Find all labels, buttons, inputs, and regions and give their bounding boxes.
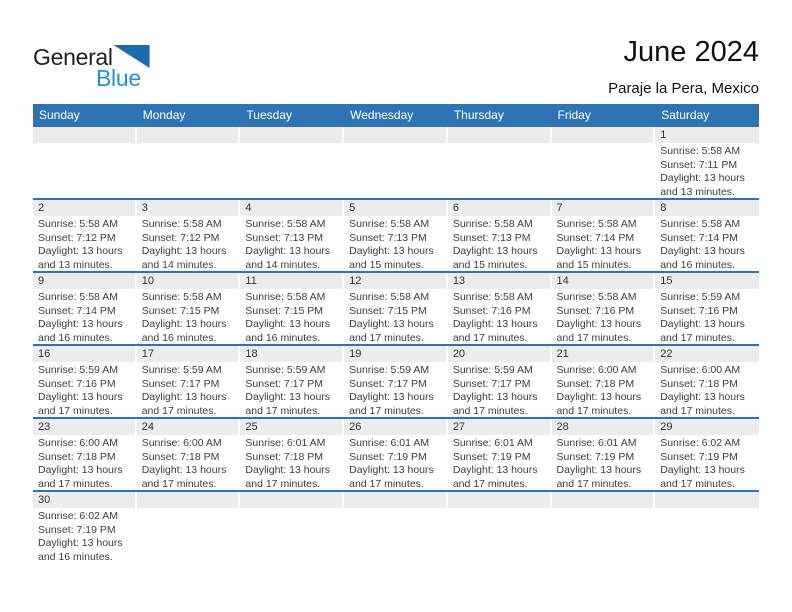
- calendar-day-cell: [240, 346, 344, 417]
- calendar-empty-cell: [552, 492, 656, 565]
- daylight-text-line1: Daylight: 13 hours: [141, 318, 227, 330]
- calendar-week-row: [33, 346, 759, 419]
- daylight-text-line1: Daylight: 13 hours: [245, 464, 331, 476]
- daylight-text-line2: and 17 minutes.: [556, 331, 632, 344]
- sunset-text: Sunset: 7:17 PM: [245, 377, 324, 390]
- daylight-text-line2: and 17 minutes.: [452, 331, 528, 344]
- daylight-text-line2: and 16 minutes.: [38, 550, 113, 563]
- daylight-text-line2: and 16 minutes.: [660, 258, 735, 271]
- day-details: [344, 216, 448, 272]
- day-number: 29: [655, 419, 759, 435]
- calendar-empty-cell: [552, 127, 656, 198]
- day-details: [33, 435, 137, 491]
- sunrise-text: Sunrise: 5:58 AM: [660, 218, 741, 230]
- sunrise-text: Sunrise: 5:59 AM: [452, 364, 533, 376]
- sunset-text: Sunset: 7:16 PM: [38, 377, 116, 390]
- day-number: 19: [344, 346, 446, 362]
- sunset-text: Sunset: 7:19 PM: [452, 450, 531, 463]
- daylight-text-line2: and 17 minutes.: [141, 477, 217, 490]
- daylight-text-line1: Daylight: 13 hours: [245, 318, 331, 330]
- day-details: [240, 362, 344, 418]
- day-number: [552, 492, 654, 508]
- sunset-text: Sunset: 7:18 PM: [245, 450, 324, 463]
- sunset-text: Sunset: 7:14 PM: [556, 231, 635, 244]
- daylight-text-line1: Daylight: 13 hours: [452, 391, 538, 403]
- sunset-text: Sunset: 7:17 PM: [452, 377, 531, 390]
- day-details: [240, 435, 344, 491]
- calendar-day-cell: [33, 419, 137, 490]
- calendar-week-row: [33, 419, 759, 492]
- calendar-day-cell: [655, 200, 759, 271]
- calendar-day-cell: [33, 492, 137, 565]
- calendar-day-cell: [33, 346, 137, 417]
- day-number: 12: [344, 273, 446, 289]
- day-details: [240, 508, 344, 510]
- day-number: 18: [240, 346, 342, 362]
- day-details: [33, 143, 137, 145]
- sunset-text: Sunset: 7:18 PM: [38, 450, 116, 463]
- day-details: [448, 508, 552, 510]
- daylight-text-line2: and 15 minutes.: [349, 258, 424, 271]
- sunrise-text: Sunrise: 5:59 AM: [141, 364, 222, 376]
- sunrise-text: Sunrise: 6:01 AM: [349, 437, 430, 449]
- sunrise-text: Sunrise: 5:59 AM: [349, 364, 430, 376]
- sunrise-text: Sunrise: 5:59 AM: [38, 364, 118, 376]
- day-number: 4: [240, 200, 342, 216]
- day-number: [137, 127, 239, 143]
- day-details: [655, 508, 759, 510]
- calendar-day-cell: [655, 346, 759, 417]
- calendar-empty-cell: [137, 127, 241, 198]
- sunset-text: Sunset: 7:13 PM: [349, 231, 427, 244]
- day-details: [137, 435, 241, 491]
- day-details: [448, 216, 552, 272]
- day-details: [655, 143, 759, 199]
- daylight-text-line1: Daylight: 13 hours: [556, 245, 642, 257]
- day-number: 5: [344, 200, 446, 216]
- calendar-day-cell: [552, 200, 656, 271]
- day-number: 6: [448, 200, 550, 216]
- daylight-text-line2: and 16 minutes.: [245, 331, 321, 344]
- sunset-text: Sunset: 7:13 PM: [452, 231, 531, 244]
- daylight-text-line1: Daylight: 13 hours: [349, 318, 434, 330]
- day-details: [552, 508, 656, 510]
- calendar-week-row: [33, 492, 759, 565]
- day-number: [655, 492, 759, 508]
- calendar-day-cell: [552, 273, 656, 344]
- sunset-text: Sunset: 7:16 PM: [556, 304, 635, 317]
- daylight-text-line1: Daylight: 13 hours: [452, 318, 538, 330]
- weekday-monday: Monday: [142, 108, 186, 122]
- calendar-empty-cell: [33, 127, 137, 198]
- daylight-text-line2: and 17 minutes.: [38, 477, 113, 490]
- sunrise-text: Sunrise: 5:58 AM: [556, 218, 637, 230]
- weekday-saturday: Saturday: [661, 108, 710, 122]
- sunset-text: Sunset: 7:18 PM: [660, 377, 738, 390]
- weekday-friday: Friday: [557, 108, 591, 122]
- calendar-day-cell: [137, 273, 241, 344]
- calendar-empty-cell: [344, 492, 448, 565]
- daylight-text-line1: Daylight: 13 hours: [38, 391, 123, 403]
- daylight-text-line1: Daylight: 13 hours: [660, 464, 745, 476]
- daylight-text-line1: Daylight: 13 hours: [452, 464, 538, 476]
- sunrise-text: Sunrise: 5:59 AM: [660, 291, 741, 303]
- day-details: [137, 289, 241, 345]
- calendar-day-cell: [552, 419, 656, 490]
- day-number: 17: [137, 346, 239, 362]
- day-number: 28: [552, 419, 654, 435]
- sunset-text: Sunset: 7:19 PM: [556, 450, 635, 463]
- day-details: [33, 362, 137, 418]
- calendar-empty-cell: [240, 127, 344, 198]
- daylight-text-line2: and 16 minutes.: [141, 331, 217, 344]
- sunrise-text: Sunrise: 5:58 AM: [245, 218, 326, 230]
- daylight-text-line1: Daylight: 13 hours: [38, 318, 123, 330]
- calendar-week-row: [33, 127, 759, 200]
- location-subtitle: Paraje la Pera, Mexico: [608, 80, 759, 97]
- calendar-day-cell: [448, 346, 552, 417]
- calendar-empty-cell: [448, 492, 552, 565]
- daylight-text-line2: and 15 minutes.: [452, 258, 528, 271]
- sunrise-text: Sunrise: 5:58 AM: [141, 291, 222, 303]
- daylight-text-line1: Daylight: 13 hours: [349, 391, 434, 403]
- daylight-text-line1: Daylight: 13 hours: [38, 464, 123, 476]
- calendar-week-row: [33, 200, 759, 273]
- daylight-text-line2: and 17 minutes.: [556, 404, 632, 417]
- sunset-text: Sunset: 7:15 PM: [141, 304, 220, 317]
- day-number: [448, 127, 550, 143]
- day-number: 26: [344, 419, 446, 435]
- day-number: 27: [448, 419, 550, 435]
- daylight-text-line1: Daylight: 13 hours: [660, 172, 745, 184]
- day-details: [137, 216, 241, 272]
- day-details: [448, 143, 552, 145]
- calendar-day-cell: [33, 273, 137, 344]
- daylight-text-line2: and 14 minutes.: [245, 258, 321, 271]
- calendar-day-cell: [240, 273, 344, 344]
- calendar-day-cell: [552, 346, 656, 417]
- day-details: [655, 362, 759, 418]
- weekday-tuesday: Tuesday: [246, 108, 292, 122]
- daylight-text-line1: Daylight: 13 hours: [349, 464, 434, 476]
- daylight-text-line2: and 17 minutes.: [660, 477, 735, 490]
- sunset-text: Sunset: 7:17 PM: [349, 377, 427, 390]
- daylight-text-line2: and 17 minutes.: [38, 404, 113, 417]
- day-number: 11: [240, 273, 342, 289]
- calendar-empty-cell: [137, 492, 241, 565]
- daylight-text-line2: and 17 minutes.: [349, 404, 424, 417]
- day-details: [655, 435, 759, 491]
- sunrise-text: Sunrise: 5:59 AM: [245, 364, 326, 376]
- daylight-text-line1: Daylight: 13 hours: [141, 464, 227, 476]
- calendar-empty-cell: [655, 492, 759, 565]
- day-details: [137, 362, 241, 418]
- daylight-text-line2: and 16 minutes.: [38, 331, 113, 344]
- general-blue-logo: [33, 44, 150, 92]
- day-details: [552, 143, 656, 145]
- sunrise-text: Sunrise: 5:58 AM: [245, 291, 326, 303]
- month-title: June 2024: [623, 36, 759, 68]
- daylight-text-line2: and 17 minutes.: [452, 404, 528, 417]
- weekday-sunday: Sunday: [39, 108, 80, 122]
- day-details: [33, 216, 137, 272]
- sunrise-text: Sunrise: 5:58 AM: [349, 218, 430, 230]
- calendar-day-cell: [344, 273, 448, 344]
- day-details: [33, 289, 137, 345]
- sunrise-text: Sunrise: 6:00 AM: [660, 364, 741, 376]
- sunset-text: Sunset: 7:19 PM: [349, 450, 427, 463]
- daylight-text-line2: and 17 minutes.: [141, 404, 217, 417]
- day-number: 14: [552, 273, 654, 289]
- daylight-text-line1: Daylight: 13 hours: [245, 245, 331, 257]
- calendar-day-cell: [344, 200, 448, 271]
- sunrise-text: Sunrise: 5:58 AM: [556, 291, 637, 303]
- daylight-text-line1: Daylight: 13 hours: [556, 464, 642, 476]
- sunrise-text: Sunrise: 5:58 AM: [349, 291, 430, 303]
- daylight-text-line1: Daylight: 13 hours: [660, 245, 745, 257]
- sunset-text: Sunset: 7:11 PM: [660, 158, 738, 171]
- sunrise-text: Sunrise: 6:01 AM: [556, 437, 637, 449]
- logo-text-blue: Blue: [96, 65, 141, 91]
- calendar-day-cell: [240, 419, 344, 490]
- calendar-day-cell: [137, 200, 241, 271]
- weekday-thursday: Thursday: [453, 108, 504, 122]
- day-details: [344, 362, 448, 418]
- calendar-empty-cell: [240, 492, 344, 565]
- logo-text-general: General: [33, 44, 113, 70]
- calendar-day-cell: [344, 419, 448, 490]
- day-details: [448, 362, 552, 418]
- calendar-day-cell: [137, 346, 241, 417]
- day-details: [240, 216, 344, 272]
- sunrise-text: Sunrise: 5:58 AM: [452, 218, 533, 230]
- sunrise-text: Sunrise: 6:02 AM: [38, 510, 118, 522]
- day-number: 24: [137, 419, 239, 435]
- sunrise-text: Sunrise: 6:01 AM: [245, 437, 326, 449]
- daylight-text-line1: Daylight: 13 hours: [141, 391, 227, 403]
- sunset-text: Sunset: 7:15 PM: [349, 304, 427, 317]
- calendar-empty-cell: [344, 127, 448, 198]
- daylight-text-line2: and 13 minutes.: [660, 185, 735, 198]
- calendar-day-cell: [655, 273, 759, 344]
- day-details: [344, 289, 448, 345]
- day-number: 20: [448, 346, 550, 362]
- day-number: 3: [137, 200, 239, 216]
- day-details: [552, 435, 656, 491]
- daylight-text-line1: Daylight: 13 hours: [660, 318, 745, 330]
- day-number: 23: [33, 419, 135, 435]
- calendar-week-row: [33, 273, 759, 346]
- calendar-day-cell: [655, 127, 759, 198]
- day-details: [137, 143, 241, 145]
- daylight-text-line2: and 17 minutes.: [349, 331, 424, 344]
- sunrise-text: Sunrise: 6:00 AM: [141, 437, 222, 449]
- calendar-day-cell: [240, 200, 344, 271]
- day-details: [344, 508, 448, 510]
- calendar-empty-cell: [448, 127, 552, 198]
- sunset-text: Sunset: 7:12 PM: [38, 231, 116, 244]
- daylight-text-line1: Daylight: 13 hours: [452, 245, 538, 257]
- daylight-text-line1: Daylight: 13 hours: [245, 391, 331, 403]
- sunset-text: Sunset: 7:18 PM: [141, 450, 220, 463]
- daylight-text-line2: and 17 minutes.: [660, 331, 735, 344]
- sunrise-text: Sunrise: 5:58 AM: [452, 291, 533, 303]
- sunset-text: Sunset: 7:18 PM: [556, 377, 635, 390]
- day-number: [552, 127, 654, 143]
- sunset-text: Sunset: 7:16 PM: [452, 304, 531, 317]
- day-number: 10: [137, 273, 239, 289]
- sunrise-text: Sunrise: 6:00 AM: [556, 364, 637, 376]
- calendar-day-cell: [137, 419, 241, 490]
- day-details: [655, 289, 759, 345]
- day-number: [137, 492, 239, 508]
- day-number: [344, 127, 446, 143]
- day-details: [137, 508, 241, 510]
- calendar-day-cell: [448, 273, 552, 344]
- day-number: [240, 492, 342, 508]
- calendar-day-cell: [448, 419, 552, 490]
- sunrise-text: Sunrise: 5:58 AM: [38, 218, 118, 230]
- day-details: [552, 362, 656, 418]
- daylight-text-line1: Daylight: 13 hours: [660, 391, 745, 403]
- day-details: [448, 435, 552, 491]
- daylight-text-line1: Daylight: 13 hours: [556, 391, 642, 403]
- sunrise-text: Sunrise: 5:58 AM: [141, 218, 222, 230]
- day-details: [240, 289, 344, 345]
- day-details: [33, 508, 137, 564]
- sunset-text: Sunset: 7:12 PM: [141, 231, 220, 244]
- day-number: 13: [448, 273, 550, 289]
- sunset-text: Sunset: 7:17 PM: [141, 377, 220, 390]
- day-number: [240, 127, 342, 143]
- daylight-text-line1: Daylight: 13 hours: [349, 245, 434, 257]
- daylight-text-line1: Daylight: 13 hours: [38, 245, 123, 257]
- sunset-text: Sunset: 7:14 PM: [660, 231, 738, 244]
- daylight-text-line2: and 17 minutes.: [245, 404, 321, 417]
- day-number: [448, 492, 550, 508]
- day-number: 8: [655, 200, 759, 216]
- day-details: [552, 216, 656, 272]
- daylight-text-line2: and 17 minutes.: [556, 477, 632, 490]
- daylight-text-line2: and 15 minutes.: [556, 258, 632, 271]
- calendar-day-cell: [33, 200, 137, 271]
- sunset-text: Sunset: 7:16 PM: [660, 304, 738, 317]
- calendar-day-cell: [344, 346, 448, 417]
- day-number: 30: [33, 492, 135, 508]
- day-number: [344, 492, 446, 508]
- sunrise-text: Sunrise: 6:02 AM: [660, 437, 741, 449]
- daylight-text-line2: and 17 minutes.: [245, 477, 321, 490]
- sunrise-text: Sunrise: 6:00 AM: [38, 437, 118, 449]
- day-details: [552, 289, 656, 345]
- daylight-text-line2: and 13 minutes.: [38, 258, 113, 271]
- calendar-grid: [33, 127, 759, 565]
- sunset-text: Sunset: 7:15 PM: [245, 304, 324, 317]
- day-details: [240, 143, 344, 145]
- daylight-text-line1: Daylight: 13 hours: [141, 245, 227, 257]
- day-details: [344, 143, 448, 145]
- day-number: 15: [655, 273, 759, 289]
- sunset-text: Sunset: 7:19 PM: [38, 523, 116, 536]
- sunset-text: Sunset: 7:19 PM: [660, 450, 738, 463]
- day-number: 21: [552, 346, 654, 362]
- day-number: 7: [552, 200, 654, 216]
- sunrise-text: Sunrise: 5:58 AM: [38, 291, 118, 303]
- sunrise-text: Sunrise: 5:58 AM: [660, 145, 741, 157]
- daylight-text-line1: Daylight: 13 hours: [556, 318, 642, 330]
- weekday-header-row: [33, 104, 759, 127]
- calendar-day-cell: [448, 200, 552, 271]
- sunset-text: Sunset: 7:14 PM: [38, 304, 116, 317]
- daylight-text-line2: and 17 minutes.: [349, 477, 424, 490]
- day-details: [448, 289, 552, 345]
- day-details: [344, 435, 448, 491]
- day-number: 22: [655, 346, 759, 362]
- day-number: [33, 127, 135, 143]
- daylight-text-line2: and 17 minutes.: [452, 477, 528, 490]
- weekday-wednesday: Wednesday: [350, 108, 414, 122]
- day-number: 1: [655, 127, 759, 143]
- sunrise-text: Sunrise: 6:01 AM: [452, 437, 533, 449]
- day-number: 2: [33, 200, 135, 216]
- day-number: 9: [33, 273, 135, 289]
- day-number: 25: [240, 419, 342, 435]
- title-block: [608, 36, 759, 97]
- calendar-day-cell: [655, 419, 759, 490]
- daylight-text-line2: and 14 minutes.: [141, 258, 217, 271]
- day-number: 16: [33, 346, 135, 362]
- daylight-text-line1: Daylight: 13 hours: [38, 537, 123, 549]
- day-details: [655, 216, 759, 272]
- sunset-text: Sunset: 7:13 PM: [245, 231, 324, 244]
- calendar: [33, 104, 759, 565]
- daylight-text-line2: and 17 minutes.: [660, 404, 735, 417]
